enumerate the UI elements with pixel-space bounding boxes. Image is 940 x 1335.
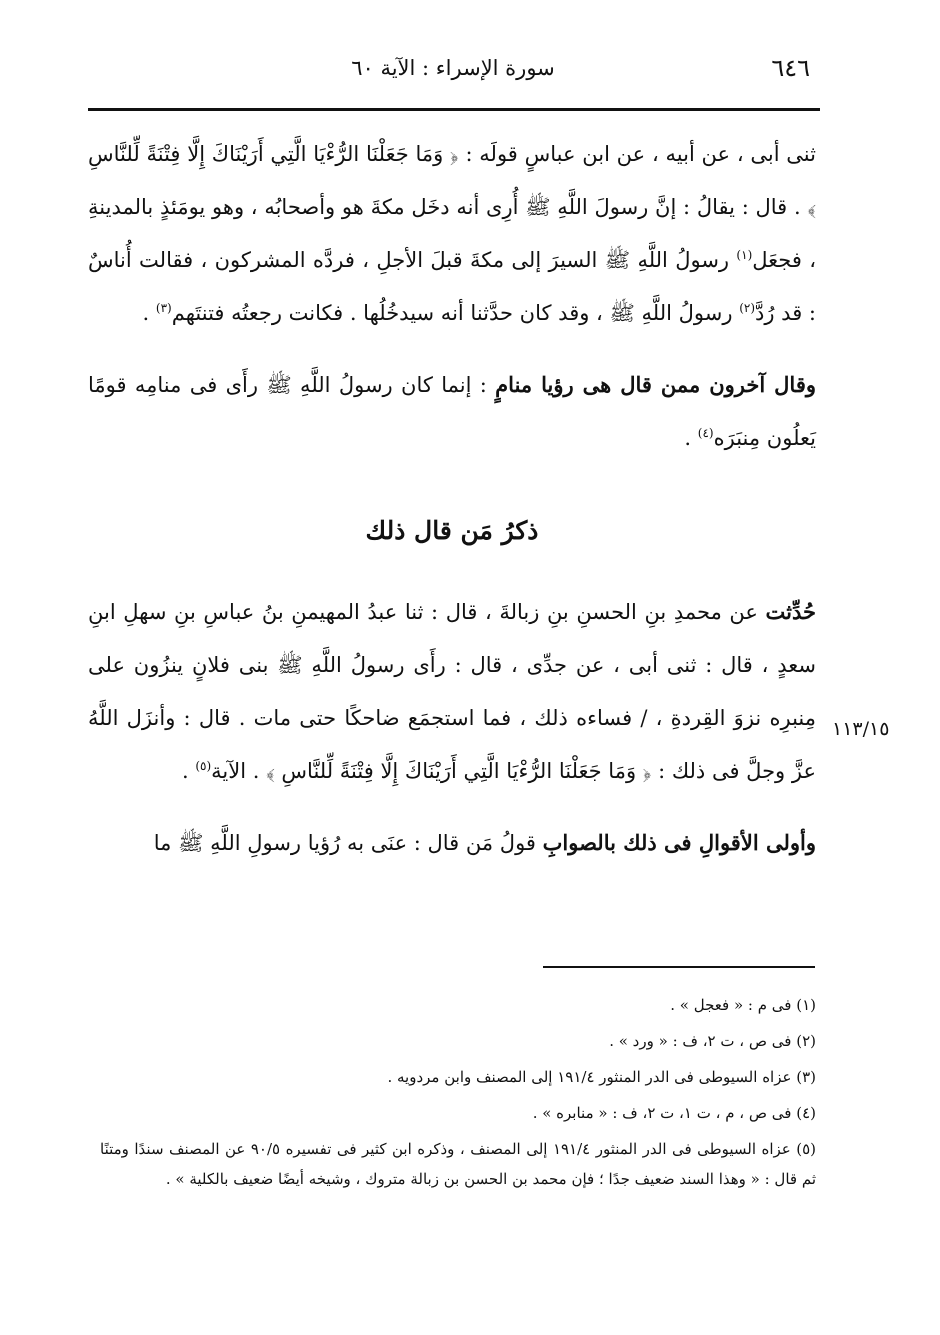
header-rule [88,108,820,111]
hadith-paragraph [88,585,816,798]
footnote-1: (١) فى م : « فعجل » . [670,996,816,1014]
footnote-rule [543,966,815,968]
footnote-2: (٢) فى ص ، ت ٢، ف : « ورد » . [609,1032,816,1050]
conclusion-lead: وأولى الأقوالِ فى ذلك بالصوابِ [542,830,816,855]
footnote-marker-3[interactable]: (٣) [155,301,172,315]
main-text [88,128,816,870]
footnote-marker-5[interactable]: (٥) [195,759,212,773]
footnote-4: (٤) فى ص ، م ، ت ١، ت ٢، ف : « منابره » . [532,1104,816,1122]
hadith-lead: حُدِّثت [765,599,816,624]
footnote-marker-4[interactable]: (٤) [697,426,714,440]
running-title: سورة الإسراء : الآية ٦٠ [351,56,555,80]
paragraph-2 [88,358,816,465]
paragraph-1 [88,128,816,340]
conclusion-paragraph [88,816,816,870]
conclusion-text: قولُ مَن قال : عنَى به رُؤيا رسولِ اللَّهِ ﷺ ما [153,831,543,855]
footnote-5: (٥) عزاه السيوطى فى الدر المنثور ١٩١/٤ إلى المصنف ، وذكره ابن كثير فى تفسيره ٩٠/٥ عن المصنف سندًا ومتنًا ثم قال : « وهذا السند ضعيف جدًا ؛ فإن محمد بن الحسن بن زبالة متروك ، وشيخه أيضًا ضعيف بالكلية » . [100,1140,816,1188]
section-heading: ذكرُ مَن قال ذلك [365,516,539,545]
footnote-marker-2[interactable]: (٢) [739,301,756,315]
page-number: ٦٤٦ [771,54,810,82]
paragraph-1-text-4: . [142,301,156,325]
hadith-text: عن محمدِ بنِ الحسنِ بنِ زبالةَ ، قال : ثنا عبدُ المهيمنِ بنُ عباسِ بنِ سهلِ ابنِ سعدٍ ، قال : ثنى أبى ، عن جدِّى ، قال : رأَى رسولُ اللَّهِ ﷺ بنى فلانٍ ينزُون على مِنبرِه نزوَ القِردةِ ، / فساءه ذلك ، فما استجمَع ضاحكًا حتى مات . قال : وأنزَل اللَّهُ عزَّ وجلَّ فى ذلك : ﴿ وَمَا جَعَلْنَا الرُّءْيَا الَّتِي أَرَيْنَاكَ إِلَّا فِتْنَةً لِّلنَّاسِ ﴾ . الآية [88,600,816,783]
paragraph-1-text-3: رسولُ اللَّهِ ﷺ ، وقد كان حدَّثنا أنه سيدخُلُها . فكانت رجعتُه فتنتَهم [171,301,740,325]
paragraph-2-text: : إنما كان رسولُ اللَّهِ ﷺ رأَى فى منامِه قومًا يَعلُون مِنبَرَه [88,373,816,450]
margin-reference: ١١٣/١٥ [832,718,890,740]
paragraph-2-text-2: . [684,426,698,450]
paragraph-1-text: ثنى أبى ، عن أبيه ، عن ابن عباسٍ قولَه : ﴿ وَمَا جَعَلْنَا الرُّءْيَا الَّتِي أَرَيْنَاكَ إِلَّا فِتْنَةً لِّلنَّاسِ ﴾ . قال : يقالُ : إنَّ رسولَ اللَّهِ ﷺ أُرِى أنه دخَل مكةَ هو وأصحابُه ، وهو يومَئذٍ بالمدينةِ ، فجعَل [88,142,816,272]
paragraph-2-lead: وقال آخرون ممن قال هى رؤيا منامٍ [495,372,817,397]
hadith-text-2: . [181,759,196,783]
footnote-3: (٣) عزاه السيوطى فى الدر المنثور ١٩١/٤ إلى المصنف وابن مردويه . [387,1068,816,1086]
footnotes [100,990,816,1194]
page-header [88,52,818,92]
footnote-marker-1[interactable]: (١) [736,248,753,262]
paragraph-1-text-2: رسولُ اللَّهِ ﷺ السيرَ إلى مكةَ قبلَ الأجلِ ، فردَّه المشركون ، فقالت أُناسٌ : قد رُدَّ [88,248,816,325]
